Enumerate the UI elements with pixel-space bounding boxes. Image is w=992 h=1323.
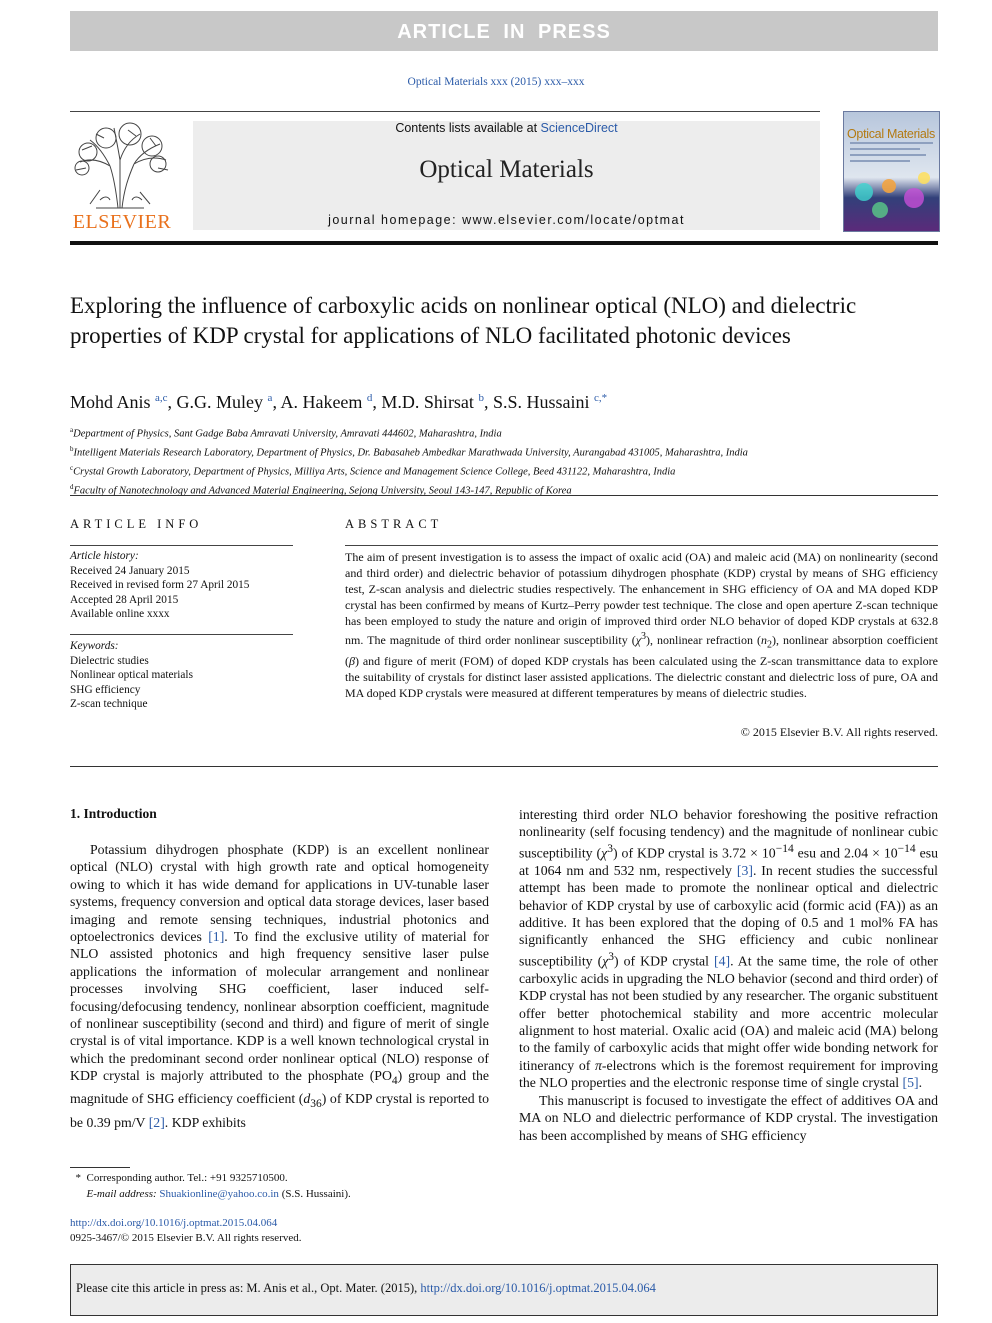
- text-segment: ) of KDP crystal is 3.72 × 10: [612, 845, 776, 861]
- history-item: Received 24 January 2015: [70, 564, 190, 577]
- abstract-segment: ), nonlinear refraction (: [646, 633, 761, 647]
- author-affiliation-marker[interactable]: a,c: [155, 392, 168, 404]
- citation-prefix: Please cite this article in press as: M. Anis et al., Opt. Mater. (2015),: [76, 1281, 421, 1295]
- body-paragraph: [70, 841, 489, 1131]
- subscript: 4: [391, 1075, 398, 1088]
- keyword-list: [70, 639, 300, 712]
- abstract-segment: ), nonlinear absorption coefficient (: [345, 633, 939, 669]
- author-name[interactable]: M.D. Shirsat: [381, 392, 474, 412]
- affiliation-item: [70, 442, 940, 461]
- keyword-item: Nonlinear optical materials: [70, 669, 193, 681]
- body-column-left: [70, 841, 489, 1131]
- affiliation-text: Crystal Growth Laboratory, Department of Physics, Milliya Arts, Science and Management Science College, Beed 431122, Maharashtra, India: [73, 466, 676, 478]
- footnote-line: [70, 1186, 490, 1202]
- author-affiliation-marker[interactable]: c,*: [593, 392, 608, 404]
- text-segment: . KDP exhibits: [164, 1114, 246, 1130]
- body-paragraph: This manuscript is focused to investigate the effect of additives OA and MA on NLO and dielectric performance of KDP crystal. The investigation has been accomplished by means of SHG efficiency: [519, 1092, 938, 1143]
- affiliation-key: d: [70, 483, 74, 492]
- d-symbol: d: [303, 1091, 311, 1107]
- footnote-line: [70, 1170, 490, 1186]
- journal-title: Optical Materials: [419, 156, 594, 183]
- affiliation-text: Department of Physics, Sant Gadge Baba Amravati University, Amravati 444602, Maharashtra, India: [73, 428, 502, 440]
- journal-homepage[interactable]: journal homepage: www.elsevier.com/locate/optmat: [328, 213, 685, 227]
- citation-text: [76, 1281, 926, 1296]
- n-symbol: n: [760, 633, 767, 647]
- front-matter-rule: [70, 495, 938, 496]
- chi-symbol: χ: [601, 845, 608, 861]
- author-name[interactable]: A. Hakeem: [280, 392, 363, 412]
- abstract-copyright: © 2015 Elsevier B.V. All rights reserved.: [740, 725, 938, 739]
- affiliation-text: Intelligent Materials Research Laboratory, Department of Physics, Dr. Babasaheb Ambedkar Marathwada University, Aurangabad 431005, Maharashtra, India: [73, 447, 748, 459]
- subscript: 2: [766, 639, 772, 651]
- keywords-label: Keywords:: [70, 640, 119, 652]
- text-segment: interesting third order NLO behavior foreshowing the positive refraction nonlinearity (self focusing tendency) and the magnitude of nonlinear cubic susceptibility (: [519, 807, 938, 861]
- body-column-right: [519, 806, 938, 1144]
- superscript: 3: [608, 950, 615, 963]
- journal-reference-link[interactable]: Optical Materials xxx (2015) xxx–xxx: [407, 76, 585, 88]
- reference-link[interactable]: [4]: [714, 953, 731, 969]
- affiliation-key: b: [70, 445, 74, 454]
- affiliation-item: [70, 423, 940, 442]
- issn-line: 0925-3467/© 2015 Elsevier B.V. All rights reserved.: [70, 1232, 302, 1244]
- email-label: E-mail address:: [86, 1188, 160, 1200]
- doi-link[interactable]: http://dx.doi.org/10.1016/j.optmat.2015.04.064: [70, 1217, 278, 1229]
- history-label: Article history:: [70, 550, 139, 562]
- abstract-text: [345, 549, 938, 701]
- article-history: [70, 549, 300, 622]
- superscript: 3: [607, 842, 613, 855]
- reference-link[interactable]: [2]: [148, 1114, 165, 1130]
- abstract-bottom-rule: [70, 766, 938, 767]
- affiliation-item: [70, 480, 940, 499]
- author-name[interactable]: G.G. Muley: [176, 392, 264, 412]
- text-segment: ) group and the magnitude of SHG efficiency coefficient (: [70, 1068, 489, 1107]
- abstract-rule: [345, 545, 938, 546]
- text-segment: . To find the exclusive utility of material for NLO assisted photonics and high frequency sensitive laser pulse applications the information of molecular arrangement and nonlinear processes involving SHG coefficient, laser induced self-focusing/defocusing tendency, nonlinear absorption coefficient, magnitude of nonlinear susceptibility (second and third) and figure of merit of single crystal is of vital importance. KDP is a well known technological crystal in which the predominant second order nonlinear optical (NLO) response of KDP crystal is majorly attributed to the phosphate (PO: [70, 929, 489, 1084]
- text-segment: Potassium dihydrogen phosphate (KDP) is an excellent nonlinear optical (NLO) crystal with high growth rate and optical homogeneity owing to which it has wide demand for applications in UV-tunable laser systems, frequency conversion and optical data storage devices, laser based imaging and remote sensing techniques, industrial photonics and optoelectronics devices: [70, 842, 489, 945]
- text-segment: .: [918, 1075, 923, 1091]
- body-paragraph: [519, 806, 938, 1092]
- email-owner: (S.S. Hussaini).: [278, 1188, 351, 1200]
- abstract-segment: ) and figure of merit (FOM) of doped KDP crystals has been calculated using the Z-scan transmittance data to explore the suitability of crystals for distinct laser assisted applications. The dielectric constant and dielectric loss of pure, OA and MA doped KDP crystals were measured at different temperatures by means of dielectric studies.: [345, 654, 938, 701]
- affiliation-list: [70, 423, 940, 499]
- superscript: −14: [775, 842, 794, 855]
- article-title: Exploring the influence of carboxylic acids on nonlinear optical (NLO) and dielectric properties of KDP crystal for applications of NLO facilitated photonic devices: [70, 293, 857, 348]
- article-info-rule: [70, 545, 293, 546]
- header-rule: [70, 111, 820, 112]
- chi-symbol: χ: [602, 953, 609, 969]
- reference-link[interactable]: [1]: [208, 929, 225, 945]
- author-name[interactable]: Mohd Anis: [70, 392, 151, 412]
- history-item: Received in revised form 27 April 2015: [70, 579, 250, 591]
- keyword-item: Z-scan technique: [70, 698, 148, 710]
- author-list: Mohd Anis $^{a,c}$, G.G. Muley $^a$, A. Hakeem $^d$, M.D. Shirsat $^b$, S.S. Hussaini $^{c,*}$: [70, 392, 608, 412]
- article-in-press-banner: ARTICLE IN PRESS: [70, 11, 938, 51]
- citation-doi-link[interactable]: http://dx.doi.org/10.1016/j.optmat.2015.04.064: [420, 1281, 656, 1295]
- pi-symbol: π: [594, 1057, 602, 1073]
- beta-symbol: β: [349, 654, 355, 669]
- corresponding-author-footnote: [70, 1170, 490, 1202]
- doi-block: [70, 1216, 490, 1246]
- cover-journal-title: Optical Materials: [847, 127, 935, 141]
- text-segment: . At the same time, the role of other carboxylic acids in upgrading the NLO behavior (second and third order) of KDP crystal has not been studied by any researcher. The organic substituent offer better photochemical stability and more accentric molecular alignment to host material. Oxalic acid (OA) and maleic acid (MA) belong to the family of carboxylic acids that might offer wide bonding network for itinerancy of: [519, 953, 938, 1073]
- text-segment: . In recent studies the successful attempt has been made to promote the nonlinear optical and dielectric behavior of KDP crystal by use of carboxylic acid (formic acid (FA)) as an additive. It has been explored that the doping of 0.5 and 1 mol% FA has significantly enhanced the SHG efficiency and cubic nonlinear susceptibility (: [519, 862, 938, 969]
- subscript: 36: [310, 1098, 322, 1111]
- sciencedirect-link[interactable]: ScienceDirect: [540, 121, 618, 135]
- text-segment: esu at 1064 nm and 532 nm, respectively: [519, 845, 938, 878]
- author-affiliation-marker[interactable]: b: [478, 392, 484, 404]
- author-affiliation-marker[interactable]: d: [366, 392, 373, 404]
- footnote-star: *: [75, 1172, 81, 1184]
- text-segment: ) of KDP crystal: [614, 953, 715, 969]
- affiliation-item: [70, 461, 940, 480]
- contents-line: [193, 121, 820, 135]
- keyword-item: SHG efficiency: [70, 683, 141, 696]
- text-segment: esu and 2.04 × 10: [793, 845, 898, 861]
- author-affiliation-marker[interactable]: a: [267, 392, 273, 404]
- reference-link[interactable]: [5]: [902, 1075, 919, 1091]
- elsevier-wordmark: ELSEVIER: [72, 211, 172, 233]
- reference-link[interactable]: [3]: [736, 862, 753, 878]
- superscript: −14: [897, 842, 916, 855]
- email-link[interactable]: Shuakionline@yahoo.co.in: [159, 1188, 279, 1200]
- history-item: Accepted 28 April 2015: [70, 593, 179, 606]
- superscript: 3: [641, 631, 646, 642]
- affiliation-key: c: [70, 464, 74, 473]
- masthead-bottom-rule: [70, 241, 938, 245]
- affiliation-key: a: [70, 426, 74, 434]
- corresponding-text: Corresponding author. Tel.: +91 9325710500.: [86, 1172, 288, 1184]
- article-info-heading: ARTICLE INFO: [70, 517, 203, 531]
- contents-prefix: Contents lists available at: [395, 121, 541, 135]
- history-item: Available online xxxx: [70, 608, 170, 620]
- text-segment: -electrons which is the foremost requirement for improving the NLO properties and the electronic response time of single crystal: [519, 1057, 938, 1091]
- footnote-rule: [70, 1167, 130, 1168]
- keywords-rule: [70, 634, 293, 635]
- keyword-item: Dielectric studies: [70, 654, 149, 667]
- affiliation-text: Faculty of Nanotechnology and Advanced Material Engineering, Sejong University, Seoul 143-147, Republic of Korea: [73, 485, 572, 497]
- text-segment: ) of KDP crystal is reported to be 0.39 pm/V: [70, 1091, 490, 1130]
- abstract-heading: ABSTRACT: [345, 517, 443, 531]
- author-name[interactable]: S.S. Hussaini: [492, 392, 590, 412]
- introduction-heading: 1. Introduction: [70, 806, 157, 821]
- chi-symbol: χ: [635, 633, 641, 647]
- abstract-segment: The aim of present investigation is to assess the impact of oxalic acid (OA) and maleic acid (MA) on nonlinearity (second and third order) and dielectric behavior of potassium dihydrogen phosphate (KDP) crystal by means of SHG efficiency test, Z-scan analysis and dielectric studies respectively. The enhancement in SHG efficiency of OA and MA doped KDP crystal has been confirmed by means of Kurtz–Perry powder test technique. The close and open aperture Z-scan technique has been employed to study the nature and origin of improved third order NLO behavior of doped KDP crystals at 632.8 nm. The magnitude of third order nonlinear susceptibility (: [345, 550, 938, 647]
